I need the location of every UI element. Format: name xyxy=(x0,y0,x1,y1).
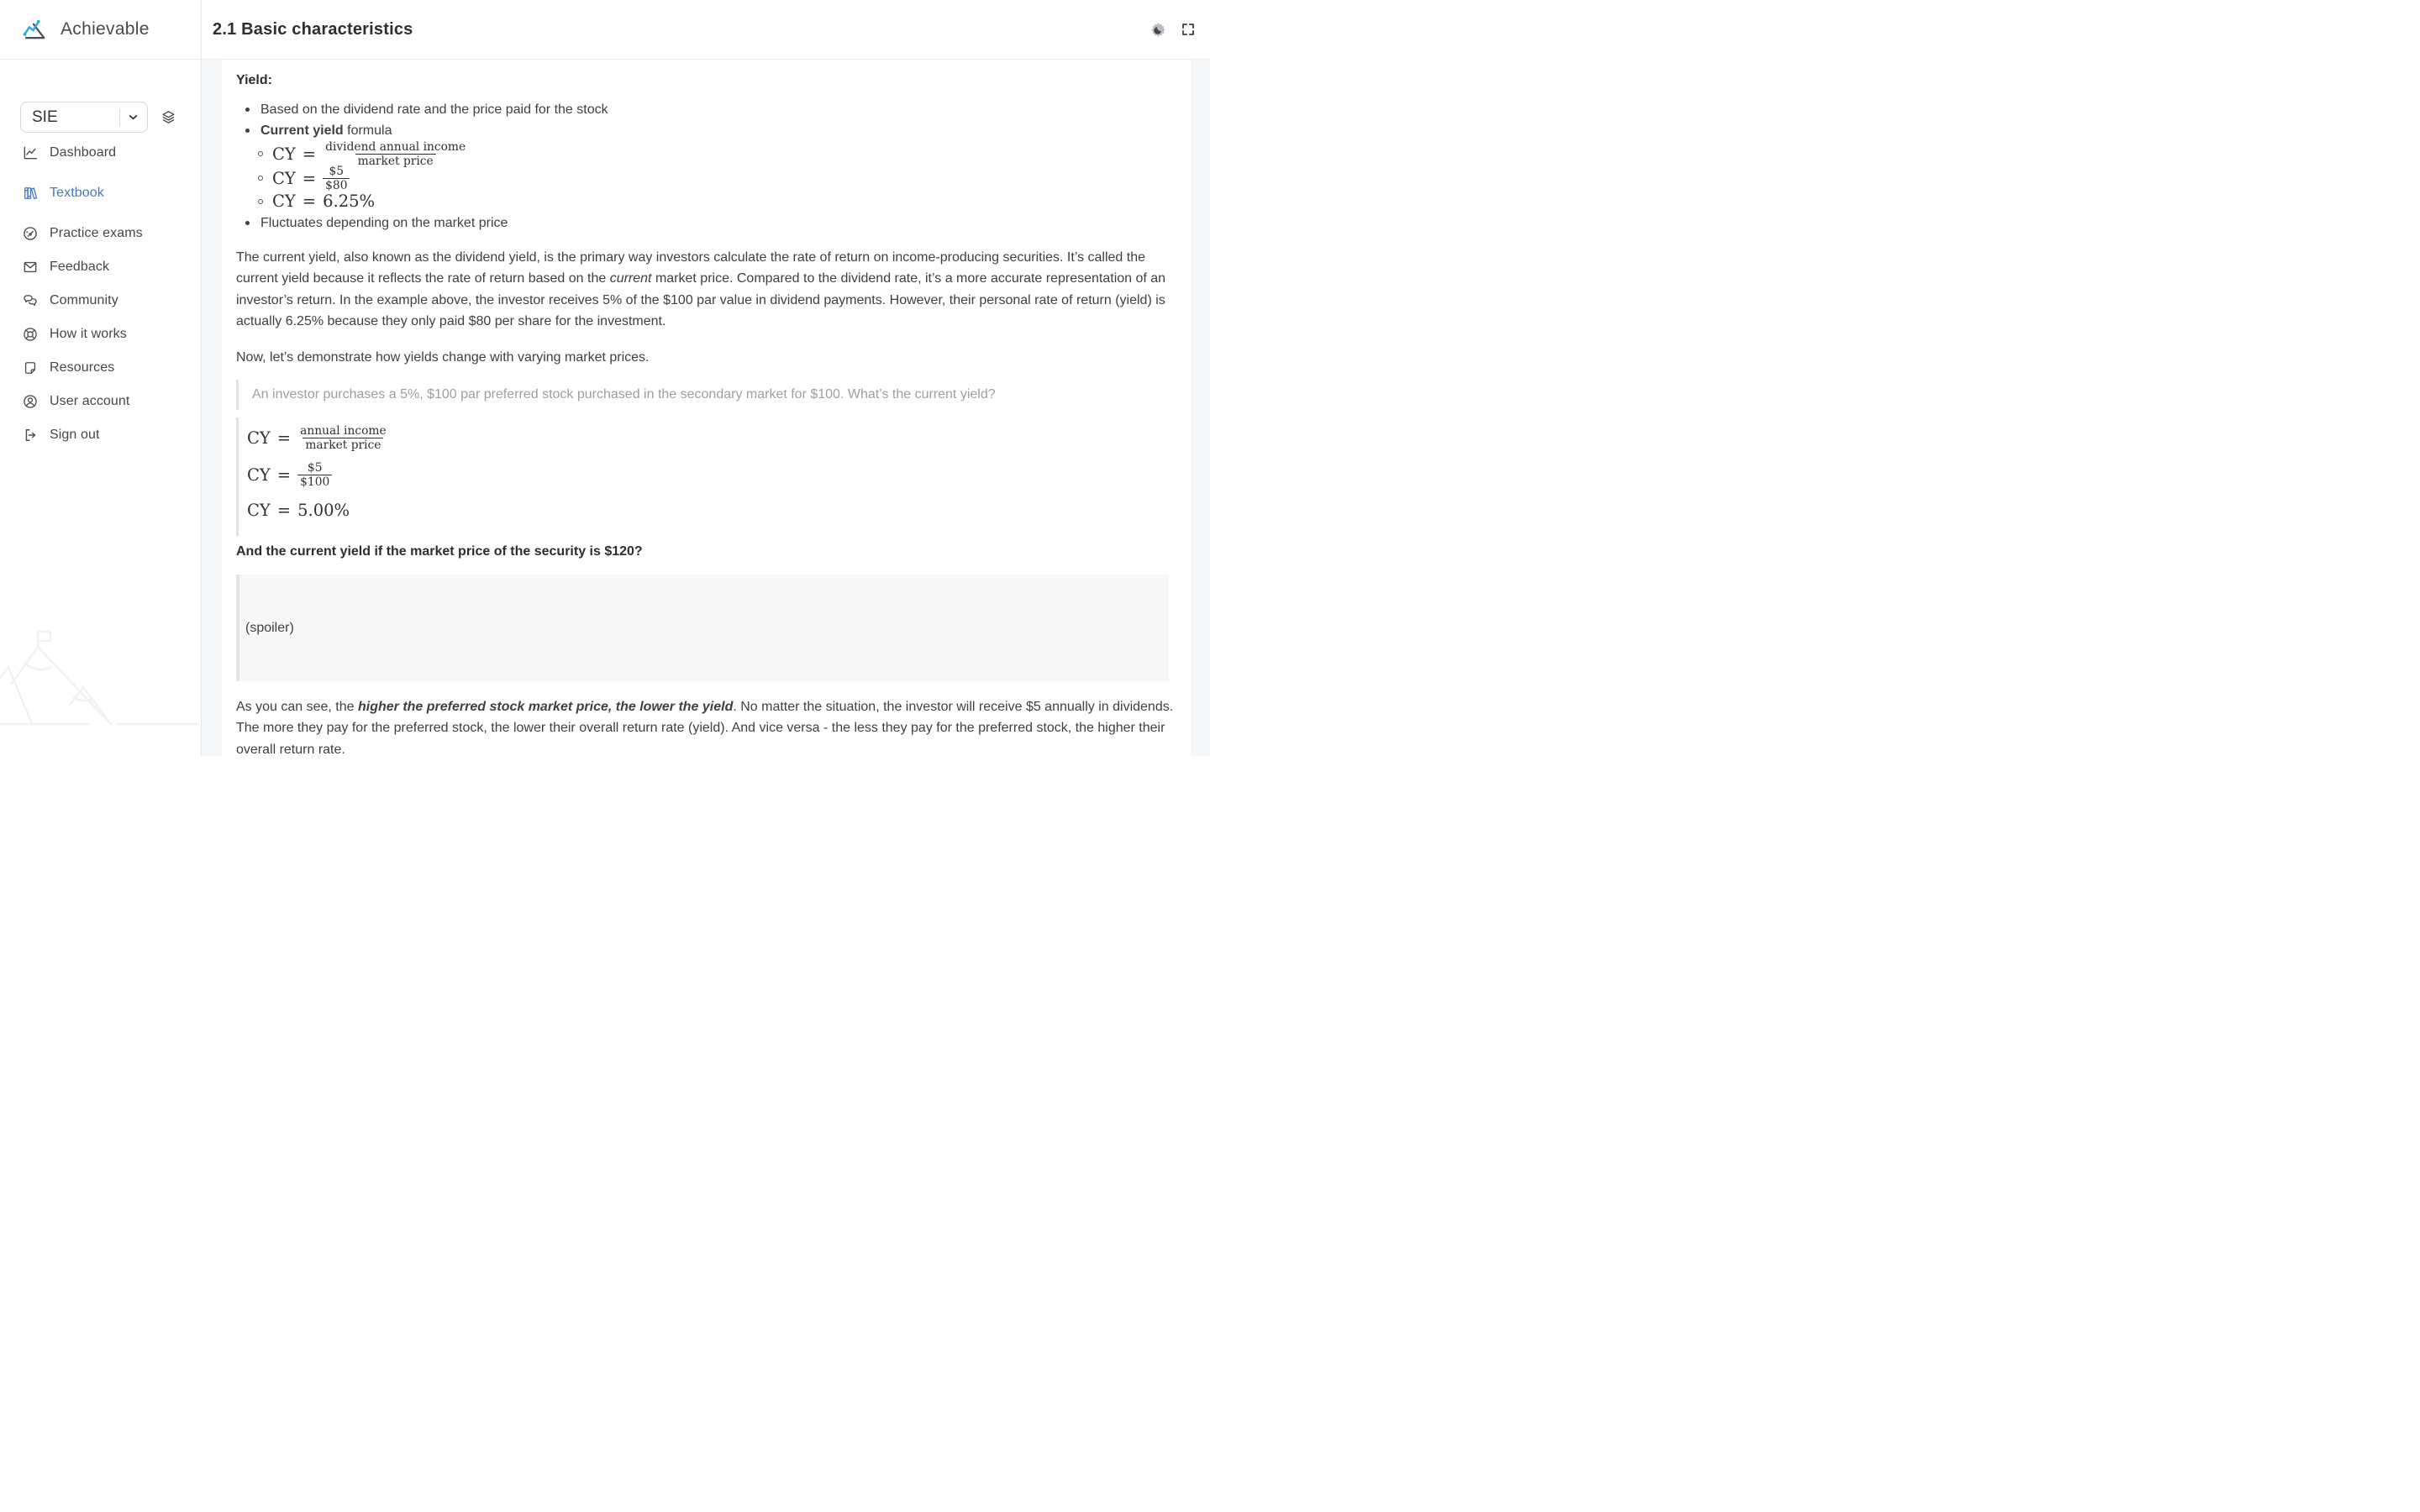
main-panel xyxy=(202,0,1210,756)
list-item xyxy=(236,99,1176,121)
note-icon xyxy=(22,360,39,376)
formula-example-80: CY = $\frac{\$5}{\$80}$ xyxy=(272,165,350,192)
chat-bubbles-icon xyxy=(22,292,39,309)
sidebar-item-label: Resources xyxy=(50,360,115,375)
chart-icon xyxy=(22,144,39,161)
section-heading: Yield: xyxy=(236,73,272,87)
example-quote: An investor purchases a 5%, $100 par preferred stock purchased in the secondary market for $100. What’s the current yield? xyxy=(236,380,1176,410)
sidebar-item-user-account[interactable] xyxy=(0,385,201,418)
question-text: And the current yield if the market price of the security is $120? xyxy=(236,543,643,559)
formula-current-yield: CY = $\frac{\text{annual income}}{\text{market price}}$ xyxy=(247,423,387,452)
math-block xyxy=(236,417,1176,536)
paragraph-demonstrate: Now, let’s demonstrate how yields change with varying market prices. xyxy=(236,349,650,365)
formula-current-yield: CY = $\frac{\text{dividend annual income}}{\text{market price}}$ xyxy=(272,139,466,168)
fullscreen-icon xyxy=(1181,22,1196,37)
theme-toggle-button[interactable] xyxy=(1150,21,1167,39)
page-header xyxy=(202,0,1210,60)
books-icon xyxy=(22,185,39,202)
sign-out-icon xyxy=(22,427,39,444)
lifebuoy-icon xyxy=(22,326,39,343)
formula-example-100: CY = $\frac{\$5}{\$100}$ xyxy=(247,463,1176,487)
spoiler-box[interactable] xyxy=(236,575,1169,681)
theme-sun-moon-icon xyxy=(1150,21,1167,39)
yield-bullet-list xyxy=(236,99,1176,234)
bullet-dot xyxy=(245,129,250,133)
sidebar-item-sign-out[interactable] xyxy=(0,418,201,452)
sidebar-item-resources[interactable] xyxy=(0,351,201,385)
sidebar-item-community[interactable] xyxy=(0,284,201,318)
sidebar-item-label: Sign out xyxy=(50,428,100,442)
sidebar-item-feedback[interactable] xyxy=(0,250,201,284)
bullet-dot xyxy=(245,108,250,112)
sidebar-item-how-it-works[interactable] xyxy=(0,318,201,351)
page-title: 2.1 Basic characteristics xyxy=(213,19,413,39)
app-window xyxy=(0,0,1210,756)
sidebar-item-dashboard[interactable] xyxy=(0,133,201,173)
list-item-text: Based on the dividend rate and the price paid for the stock xyxy=(260,102,608,117)
scrollbar-track-right[interactable] xyxy=(1191,60,1210,756)
gauge-icon xyxy=(22,225,39,242)
formula-item xyxy=(236,191,1176,213)
mail-icon xyxy=(22,259,39,276)
sidebar-item-label: Dashboard xyxy=(50,145,117,160)
list-item xyxy=(236,213,1176,234)
course-select[interactable] xyxy=(20,102,148,133)
select-divider xyxy=(119,109,120,126)
lesson-content xyxy=(222,60,1191,756)
sidebar-item-label: Community xyxy=(50,293,118,307)
bullet-circle xyxy=(258,176,263,181)
paragraph-current-yield: The current yield, also known as the dividend yield, is the primary way investors calculate the rate of return on income-producing securities. It’s called the current yield because it reflects the rate of return based on the current market price. Compared to the dividend rate, it’s a more accurate representation of an investor’s return. In the example above, the investor receives 5% of the $100 par value in dividend payments. However, their personal rate of return (yield) is actually 6.25% because they only paid $80 per share for the investment. xyxy=(236,250,1166,329)
fullscreen-button[interactable] xyxy=(1181,22,1196,37)
sidebar-nav xyxy=(0,133,201,452)
bullet-circle xyxy=(258,199,263,204)
course-select-value: SIE xyxy=(32,108,58,126)
layers-button[interactable] xyxy=(160,109,176,125)
formula-result-500: CY = 5.00% xyxy=(247,501,350,521)
brand-name: Achievable xyxy=(60,19,150,39)
formula-item xyxy=(236,166,1176,191)
sidebar-item-practice-exams[interactable] xyxy=(0,213,201,254)
formula-result-625: CY = 6.25% xyxy=(272,192,376,211)
list-item xyxy=(236,120,1176,142)
sidebar-item-label: Textbook xyxy=(50,186,104,200)
layers-icon xyxy=(160,109,176,125)
mountain-watermark xyxy=(0,617,202,743)
list-item-text: Current yield formula xyxy=(260,123,392,138)
sidebar-item-label: How it works xyxy=(50,327,127,341)
user-icon xyxy=(22,393,39,410)
logo[interactable] xyxy=(0,0,201,60)
sidebar-item-textbook[interactable] xyxy=(0,173,201,213)
list-item-text: Fluctuates depending on the market price xyxy=(260,215,508,230)
scrollbar-track-left[interactable] xyxy=(202,60,222,756)
formula-item xyxy=(236,139,1176,168)
chevron-down-icon xyxy=(127,111,139,123)
sidebar xyxy=(0,0,202,756)
sidebar-item-label: Feedback xyxy=(50,260,110,274)
bullet-dot xyxy=(245,221,250,225)
sidebar-item-label: Practice exams xyxy=(50,226,143,240)
achievable-logo-icon xyxy=(23,18,53,41)
bullet-circle xyxy=(258,151,263,156)
paragraph-conclusion: As you can see, the higher the preferred stock market price, the lower the yield. No matter the situation, the investor will receive $5 annually in dividends. The more they pay for the preferred stock, the lower their overall return rate (yield). And vice versa - the less they pay for the preferred stock, the higher their overall return rate. xyxy=(236,700,1174,756)
sidebar-item-label: User account xyxy=(50,394,130,408)
spoiler-label: (spoiler) xyxy=(245,620,294,635)
